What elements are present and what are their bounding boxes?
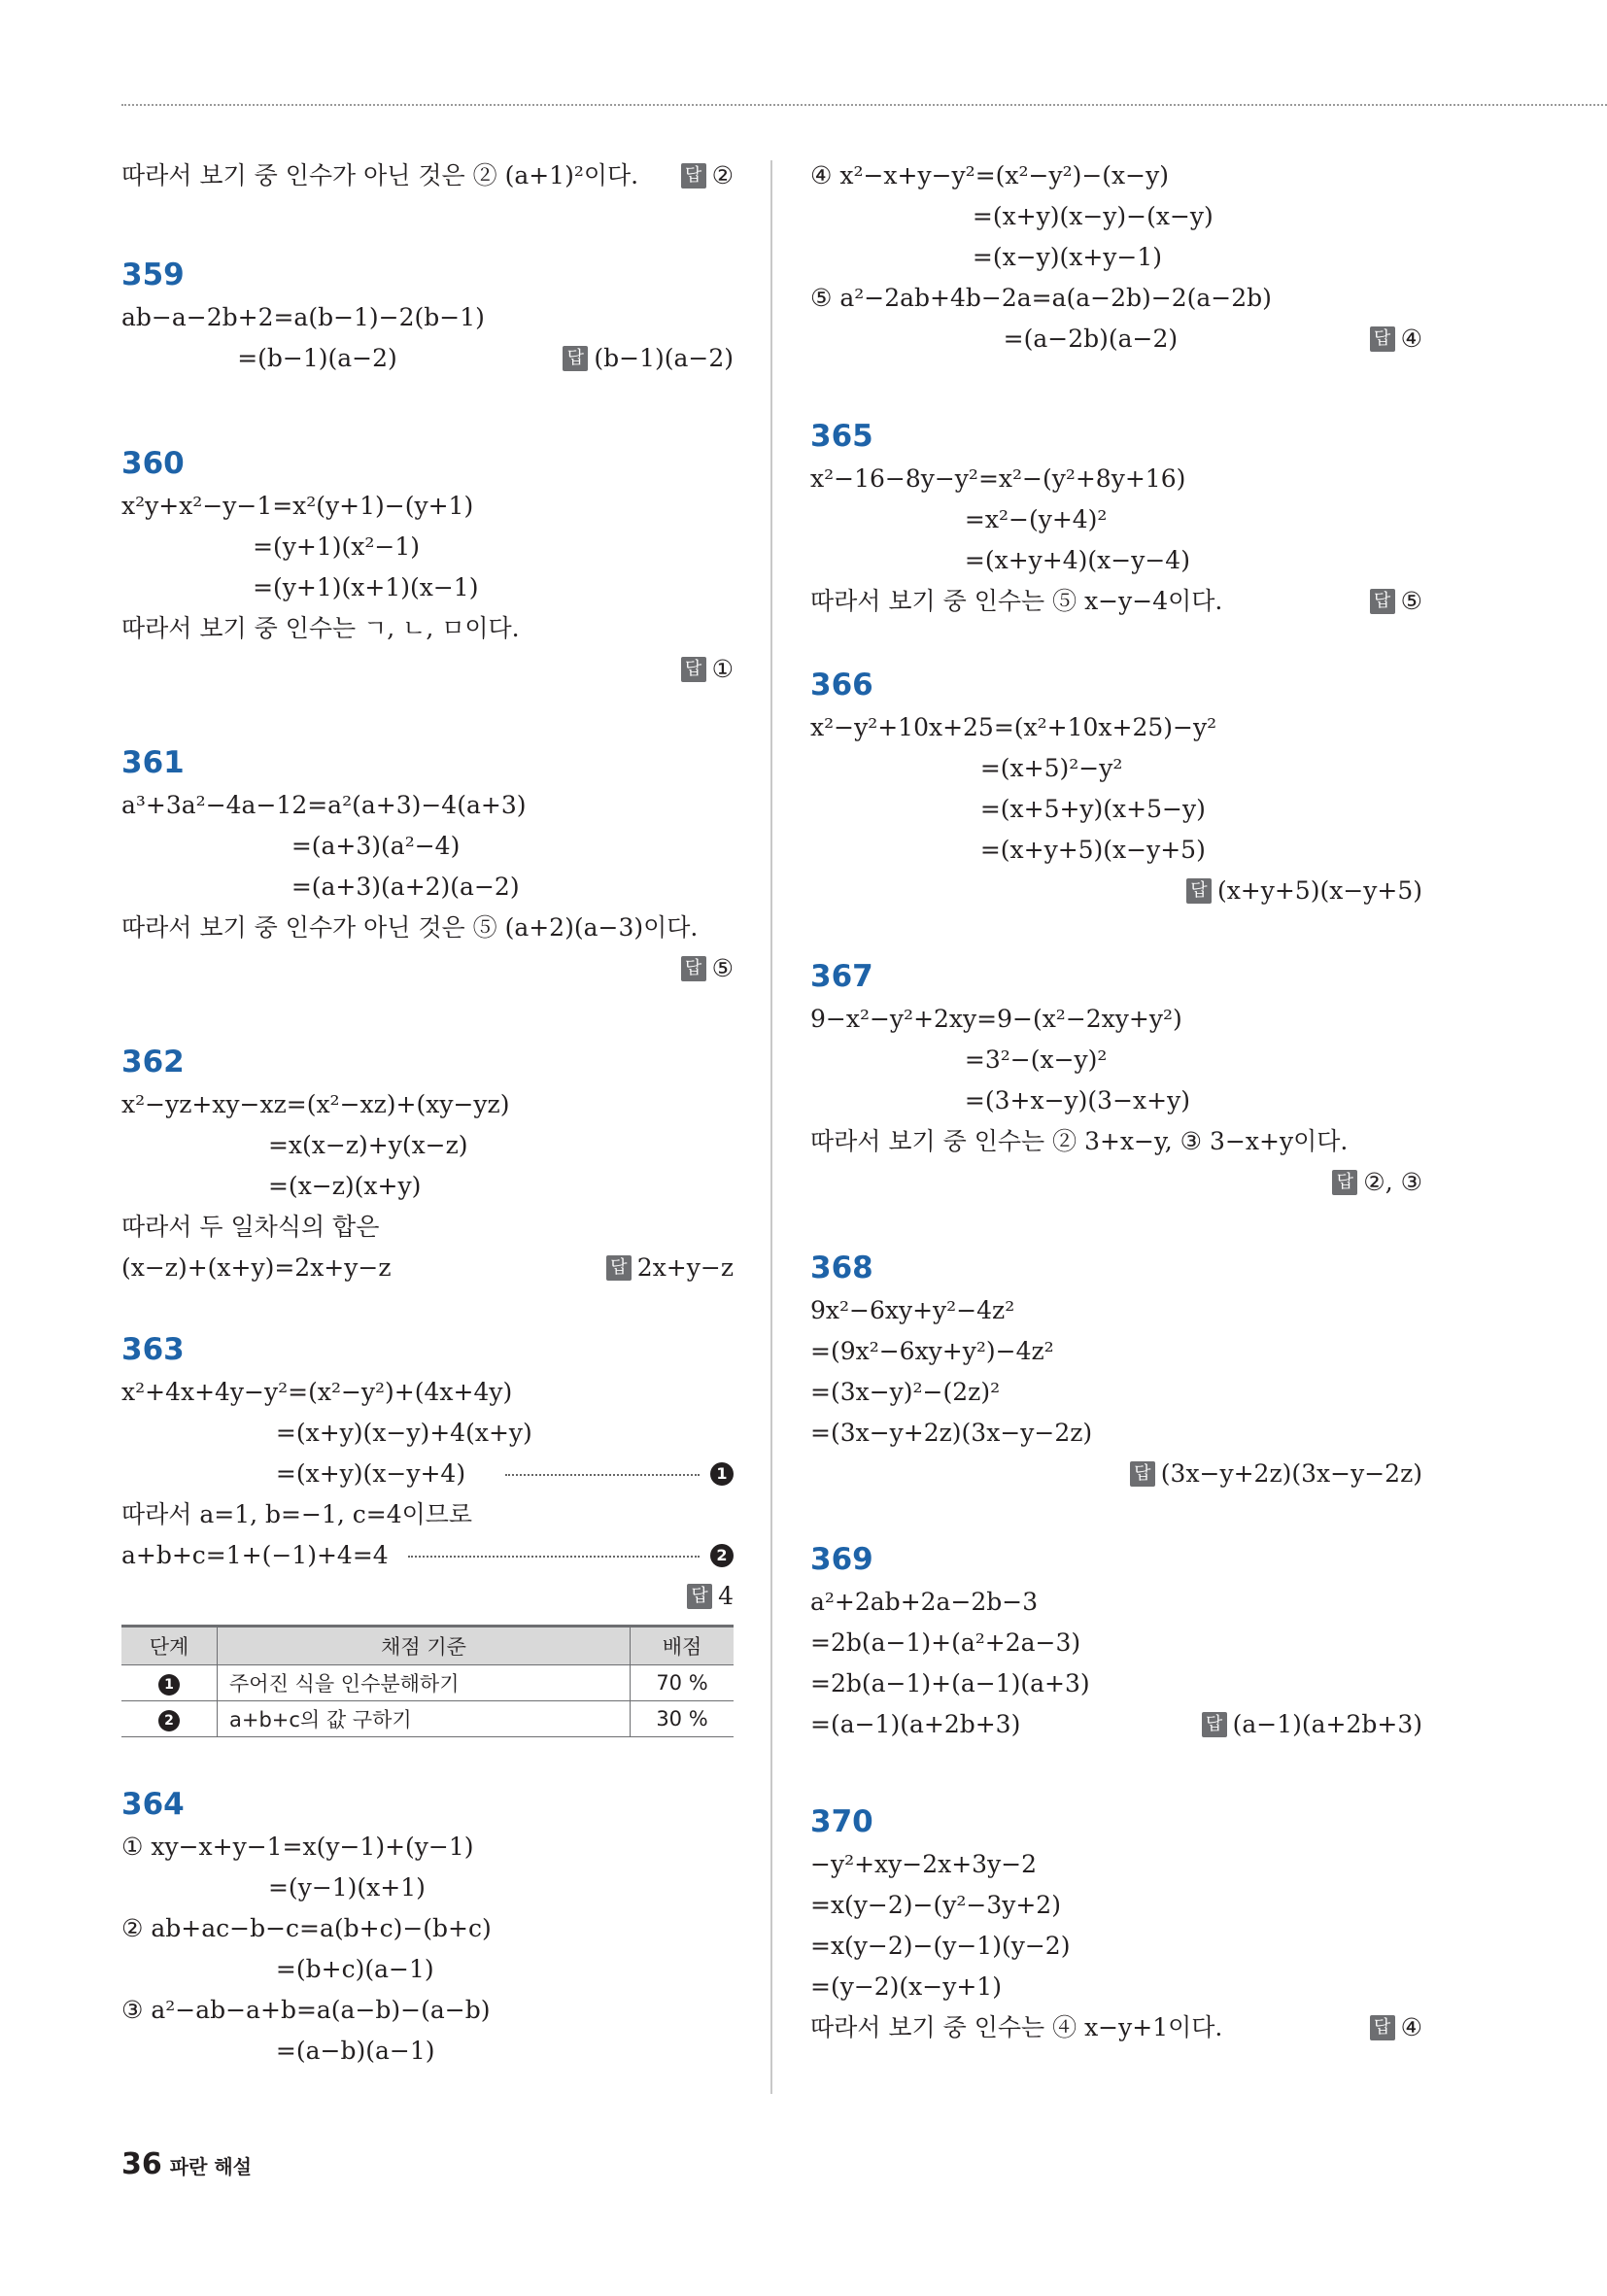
solution-line: a³+3a²−4a−12=a²(a+3)−4(a+3)	[121, 791, 527, 819]
solution-line: ⑤ a²−2ab+4b−2a=a(a−2b)−2(a−2b)	[810, 284, 1272, 312]
solution-line: =(a−b)(a−1)	[121, 2037, 435, 2065]
answer-label: 답	[1370, 589, 1395, 614]
solution-line: x²−16−8y−y²=x²−(y²+8y+16)	[810, 464, 1186, 493]
solution-line: =(b+c)(a−1)	[121, 1955, 434, 1983]
solution-line: x²+4x+4y−y²=(x²−y²)+(4x+4y)	[121, 1378, 513, 1406]
problem-number: 362	[121, 1045, 185, 1079]
answer-value: 2x+y−z	[636, 1253, 734, 1282]
solution-line: =(x+5)²−y²	[810, 754, 1123, 782]
solution-line: =x(y−2)−(y−1)(y−2)	[810, 1932, 1071, 1960]
solution-text: 따라서 보기 중 인수가 아닌 것은 ⑤ (a+2)(a−3)이다.	[121, 913, 699, 942]
step-marker: 1	[710, 1462, 734, 1486]
solution-line: =(x+5+y)(x+5−y)	[810, 795, 1206, 823]
answer-label: 답	[687, 1584, 712, 1609]
answer	[687, 1576, 734, 1617]
top-dotted-rule	[121, 104, 1607, 106]
grading-table	[121, 1625, 734, 1737]
right-column	[810, 155, 1422, 2048]
solution-line: =(x+y)(x−y+4)	[121, 1459, 466, 1488]
answer-value: (x+y+5)(x−y+5)	[1216, 876, 1422, 905]
table-cell: a+b+c의 값 구하기	[218, 1701, 631, 1737]
answer-label: 답	[606, 1255, 632, 1281]
problem-number: 367	[810, 959, 873, 994]
solution-line: =x²−(y+4)²	[810, 505, 1108, 533]
solution-line: =(y+1)(x²−1)	[121, 532, 421, 561]
table-header: 배점	[631, 1627, 735, 1665]
answer-value: ④	[1400, 325, 1422, 353]
solution-line: =(a−2b)(a−2)	[810, 325, 1179, 353]
solution-line: −y²+xy−2x+3y−2	[810, 1850, 1038, 1878]
problem-number: 369	[810, 1542, 873, 1577]
answer-value: ②, ③	[1363, 1168, 1422, 1196]
table-cell: 70 %	[631, 1665, 735, 1701]
answer-label: 답	[563, 346, 588, 371]
step-marker: 2	[710, 1544, 734, 1567]
solution-text: 따라서 보기 중 인수는 ㄱ, ㄴ, ㅁ이다.	[121, 614, 520, 642]
solution-line: 9−x²−y²+2xy=9−(x²−2xy+y²)	[810, 1005, 1182, 1033]
solution-line: ③ a²−ab−a+b=a(a−b)−(a−b)	[121, 1996, 491, 2024]
answer	[681, 948, 734, 989]
solution-text: 따라서 두 일차식의 합은	[121, 1213, 380, 1241]
answer-label: 답	[681, 163, 706, 188]
solution-line: x²−y²+10x+25=(x²+10x+25)−y²	[810, 713, 1217, 741]
table-header: 채점 기준	[218, 1627, 631, 1665]
answer	[1130, 1454, 1422, 1494]
answer-label: 답	[1370, 326, 1395, 352]
solution-text: 따라서 보기 중 인수는 ⑤ x−y−4이다.	[810, 587, 1223, 615]
problem-number: 366	[810, 668, 873, 703]
solution-line: =2b(a−1)+(a²+2a−3)	[810, 1628, 1081, 1657]
answer	[606, 1248, 734, 1288]
answer-label: 답	[681, 956, 706, 981]
answer	[1370, 319, 1422, 360]
solution-line: ④ x²−x+y−y²=(x²−y²)−(x−y)	[810, 161, 1169, 189]
solution-line: ① xy−x+y−1=x(y−1)+(y−1)	[121, 1833, 474, 1861]
solution-line: =(x+y+5)(x−y+5)	[810, 836, 1206, 864]
solution-line: 9x²−6xy+y²−4z²	[810, 1296, 1015, 1324]
problem-number: 364	[121, 1787, 185, 1822]
page-number: 36	[121, 2147, 162, 2181]
solution-line: x²−yz+xy−xz=(x²−xz)+(xy−yz)	[121, 1090, 510, 1118]
problem-number: 368	[810, 1251, 873, 1285]
book-title: 파란 해설	[169, 2155, 252, 2178]
problem-number: 365	[810, 419, 873, 454]
column-divider	[770, 160, 772, 2094]
step-marker: 2	[158, 1710, 180, 1731]
answer-label: 답	[681, 657, 706, 682]
answer-value: (a−1)(a+2b+3)	[1232, 1710, 1422, 1738]
answer-value: ⑤	[1400, 587, 1422, 615]
solution-line: =(x−z)(x+y)	[121, 1172, 422, 1200]
solution-line: =(3+x−y)(3−x+y)	[810, 1086, 1190, 1114]
answer-value: ①	[711, 655, 734, 683]
answer	[681, 155, 734, 196]
answer-value: 4	[718, 1582, 734, 1610]
problem-number: 360	[121, 446, 185, 481]
problem-number: 361	[121, 745, 185, 780]
solution-line: ② ab+ac−b−c=a(b+c)−(b+c)	[121, 1914, 492, 1942]
answer	[1202, 1704, 1422, 1745]
page-footer	[121, 2147, 252, 2181]
solution-line: =(a+3)(a²−4)	[121, 832, 461, 860]
solution-line: =(3x−y)²−(2z)²	[810, 1378, 1001, 1406]
solution-text: 따라서 보기 중 인수는 ② 3+x−y, ③ 3−x+y이다.	[810, 1127, 1349, 1155]
solution-line: (x−z)+(x+y)=2x+y−z	[121, 1253, 392, 1282]
solution-line: =(x+y)(x−y)+4(x+y)	[121, 1419, 532, 1447]
solution-line: a+b+c=1+(−1)+4=4	[121, 1541, 389, 1569]
intro-line	[121, 155, 734, 196]
solution-line: a²+2ab+2a−2b−3	[810, 1588, 1039, 1616]
answer-label: 답	[1186, 878, 1212, 904]
solution-line: =(a−1)(a+2b+3)	[810, 1710, 1021, 1738]
answer	[1370, 2007, 1422, 2048]
solution-line: ab−a−2b+2=a(b−1)−2(b−1)	[121, 303, 485, 331]
solution-line: =(3x−y+2z)(3x−y−2z)	[810, 1419, 1093, 1447]
solution-line: =(y−2)(x−y+1)	[810, 1972, 1002, 2001]
problem-number: 359	[121, 257, 185, 292]
solution-line: =(b−1)(a−2)	[121, 344, 397, 372]
solution-line: =2b(a−1)+(a−1)(a+3)	[810, 1669, 1090, 1697]
solution-line: x²y+x²−y−1=x²(y+1)−(y+1)	[121, 492, 474, 520]
left-column	[121, 155, 734, 2072]
answer	[681, 649, 734, 690]
answer	[1332, 1162, 1422, 1203]
answer-label: 답	[1332, 1170, 1357, 1195]
table-row	[121, 1701, 734, 1737]
dotted-leader	[505, 1474, 700, 1476]
answer	[563, 338, 734, 379]
answer-value: ②	[711, 161, 734, 189]
answer-value: (b−1)(a−2)	[594, 344, 734, 372]
solution-line: =x(x−z)+y(x−z)	[121, 1131, 468, 1159]
solution-text: 따라서 a=1, b=−1, c=4이므로	[121, 1500, 473, 1528]
solution-text: 따라서 보기 중 인수는 ④ x−y+1이다.	[810, 2013, 1223, 2041]
answer-value: ④	[1400, 2013, 1422, 2041]
answer-label: 답	[1130, 1461, 1155, 1487]
problem-number: 370	[810, 1804, 873, 1839]
solution-line: =(y+1)(x+1)(x−1)	[121, 573, 479, 601]
table-row	[121, 1665, 734, 1701]
answer	[1370, 581, 1422, 622]
answer-value: ⑤	[711, 954, 734, 982]
answer	[1186, 871, 1422, 911]
solution-line: =x(y−2)−(y²−3y+2)	[810, 1891, 1061, 1919]
dotted-leader	[408, 1556, 700, 1558]
solution-line: =(x+y)(x−y)−(x−y)	[810, 202, 1214, 230]
table-header: 단계	[121, 1627, 218, 1665]
solution-line: =(x+y+4)(x−y−4)	[810, 546, 1190, 574]
problem-number: 363	[121, 1332, 185, 1367]
answer-label: 답	[1370, 2015, 1395, 2040]
solution-line: =(a+3)(a+2)(a−2)	[121, 873, 520, 901]
solution-line: =(x−y)(x+y−1)	[810, 243, 1163, 271]
intro-text: 따라서 보기 중 인수가 아닌 것은 ② (a+1)²이다.	[121, 161, 639, 189]
solution-line: =(9x²−6xy+y²)−4z²	[810, 1337, 1054, 1365]
step-marker: 1	[158, 1674, 180, 1696]
solution-line: =3²−(x−y)²	[810, 1045, 1108, 1074]
table-cell: 주어진 식을 인수분해하기	[218, 1665, 631, 1701]
answer-value: (3x−y+2z)(3x−y−2z)	[1160, 1459, 1422, 1488]
answer-label: 답	[1202, 1712, 1227, 1737]
table-cell: 30 %	[631, 1701, 735, 1737]
solution-line: =(y−1)(x+1)	[121, 1873, 426, 1902]
